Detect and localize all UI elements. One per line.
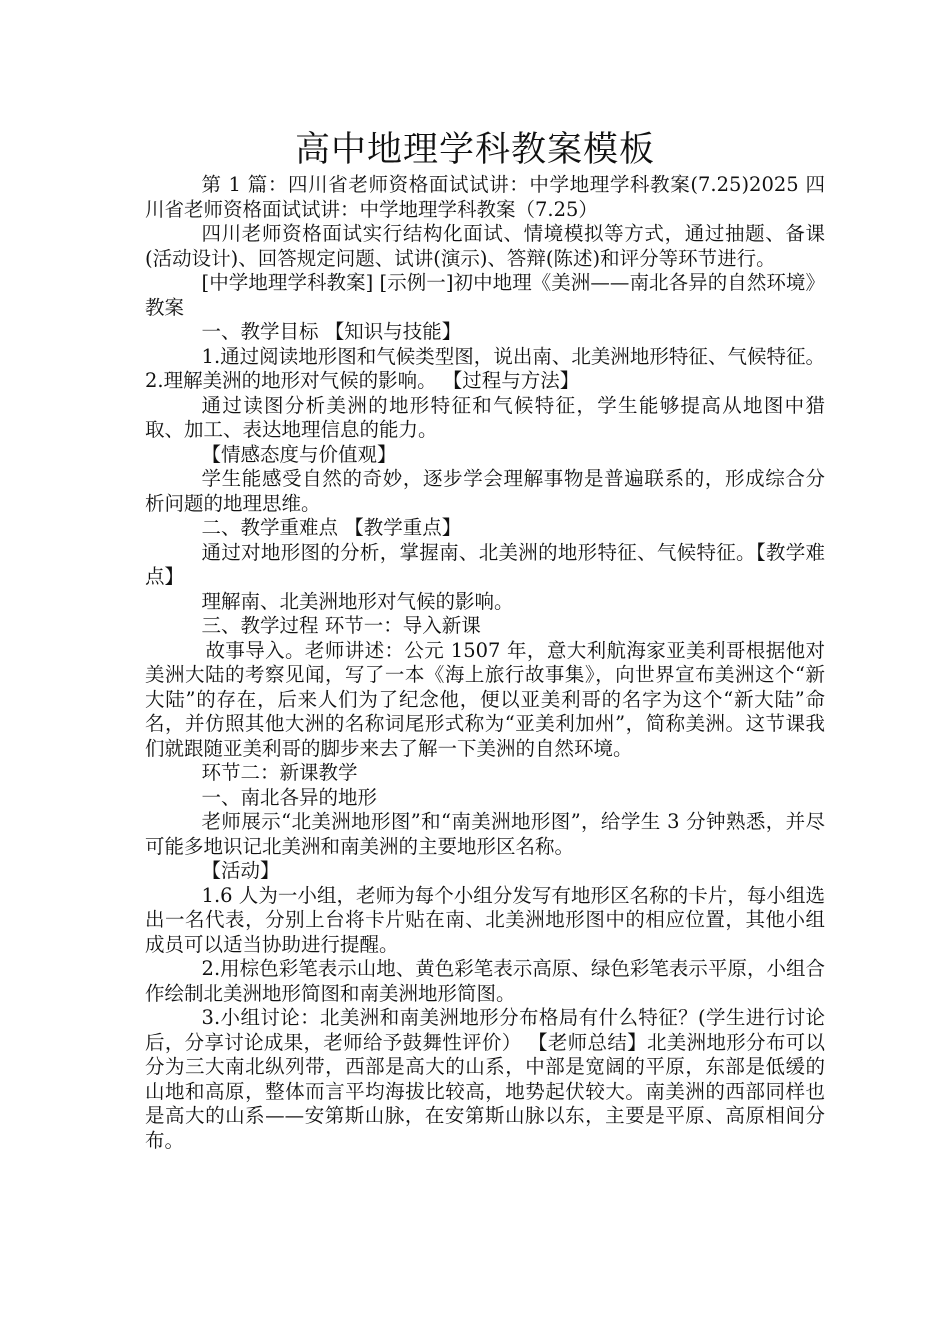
- paragraph-activity-1: 1.6 人为一小组，老师为每个小组分发写有地形区名称的卡片，每小组选出一名代表，分别上台将卡片贴在南、北美洲地形图中的相应位置，其他小组成员可以适当协助进行提醒。: [145, 883, 825, 956]
- document-body: [145, 173, 825, 1153]
- paragraph-key-points: 通过对地形图的分析，掌握南、北美洲的地形特征、气候特征。【教学难点】: [145, 540, 825, 588]
- document-title: 高中地理学科教案模板: [294, 130, 655, 170]
- paragraph-process-method: 通过读图分析美洲的地形特征和气候特征，学生能够提高从地图中猎取、加工、表达地理信息的能力。: [145, 393, 825, 441]
- paragraph-goals-list: 1.通过阅读地形图和气候类型图，说出南、北美洲地形特征、气候特征。 2.理解美洲的地形对气候的影响。 【过程与方法】: [145, 344, 825, 392]
- heading-key-points: 二、教学重难点 【教学重点】: [201, 516, 462, 539]
- heading-teaching-process: 三、教学过程 环节一：导入新课: [201, 614, 481, 637]
- heading-new-lesson: 环节二：新课教学: [201, 761, 358, 784]
- heading-teaching-goals: 一、教学目标 【知识与技能】: [201, 320, 462, 343]
- paragraph-intro: 四川老师资格面试实行结构化面试、情境模拟等方式，通过抽题、备课(活动设计)、回答规定问题、试讲(演示)、答辩(陈述)和评分等环节进行。: [145, 222, 825, 270]
- paragraph-difficult-points: 理解南、北美洲地形对气候的影响。: [201, 589, 514, 613]
- heading-landforms: 一、南北各异的地形: [201, 785, 378, 809]
- paragraph-activity-3: 3.小组讨论：北美洲和南美洲地形分布格局有什么特征？(学生进行讨论后，分享讨论成果，老师给予鼓舞性评价） 【老师总结】北美洲地形分布可以分为三大南北纵列带，西部是高大的山系，中部是宽阔的平原，东部是低缓的山地和高原，整体而言平均海拔比较高，地势起伏较大。南美洲的西部同样也是高大的山系——安第斯山脉，在安第斯山脉以东，主要是平原、高原相间分布。: [145, 1006, 825, 1152]
- heading-activity: 【活动】: [201, 859, 280, 882]
- heading-attitude-values: 【情感态度与价值观】: [201, 442, 397, 466]
- paragraph-section-heading: 第 1 篇：四川省老师资格面试试讲：中学地理学科教案(7.25)2025 四川省老师资格面试试讲：中学地理学科教案（7.25）: [145, 173, 825, 221]
- paragraph-lesson-title: [中学地理学科教案] [示例一]初中地理《美洲——南北各异的自然环境》教案: [145, 271, 825, 319]
- paragraph-story-intro: 故事导入。老师讲述：公元 1507 年，意大利航海家亚美利哥根据他对美洲大陆的考察见闻，写了一本《海上旅行故事集》，向世界宣布美洲这个“新大陆”的存在，后来人们为了纪念他，便以亚美利哥的名字为这个“新大陆”命名，并仿照其他大洲的名称词尾形式称为“亚美利加州”，简称美洲。这节课我们就跟随亚美利哥的脚步来去了解一下美洲的自然环境。: [145, 638, 825, 760]
- paragraph-activity-2: 2.用棕色彩笔表示山地、黄色彩笔表示高原、绿色彩笔表示平原，小组合作绘制北美洲地形简图和南美洲地形简图。: [145, 957, 825, 1005]
- paragraph-map-display: 老师展示“北美洲地形图”和“南美洲地形图”，给学生 3 分钟熟悉，并尽可能多地识记北美洲和南美洲的主要地形区名称。: [145, 810, 825, 858]
- paragraph-attitude-values: 学生能感受自然的奇妙，逐步学会理解事物是普遍联系的，形成综合分析问题的地理思维。: [145, 467, 825, 515]
